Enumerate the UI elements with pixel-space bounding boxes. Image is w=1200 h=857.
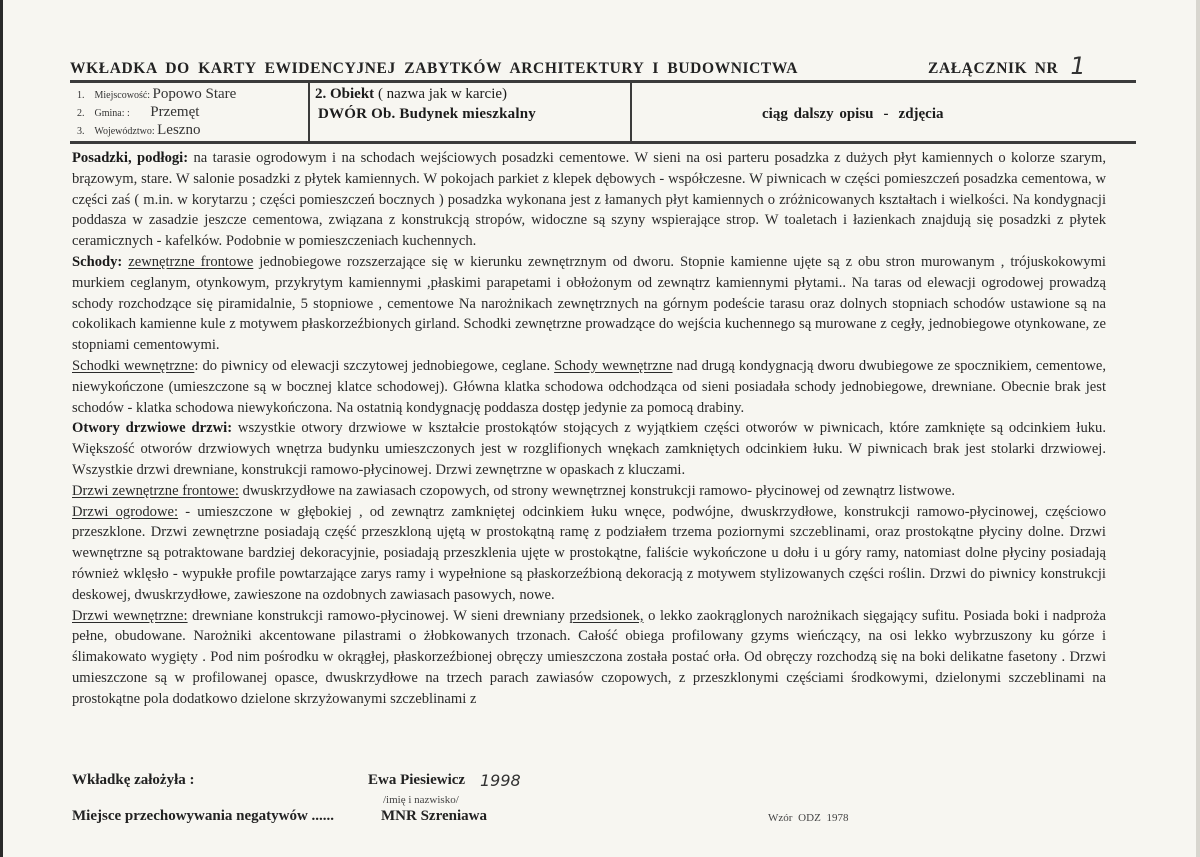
section-text: jednobiegowe rozszerzające się w kierunku zewnętrznym od dworu. Stopnie kamienne ujęte są z obu stron murowanym , trójuskokowymi murkiem ceglanym, otynkowym, przykrytym kamiennymi ,płaskimi parapetami i obłożonym od zewnątrz kamiennymi płytami.. Na taras od elewacji ogrodowej prowadzą schody rozchodzące się piramidalnie, 5 stopniowe , cementowe Na narożnikach zewnętrznych na górnym podeście tarasu oraz dolnych stopniach schodów ustawione są na cokolikach kamienne kule z motywem płaskorzeźbionych girland. Schodki zewnętrzne prowadzące do wejścia kuchennego są murowane z cegły, jednobiegowe otynkowane, ze stopniami cementowymi. xyxy=(72,253,1106,354)
section-doors xyxy=(72,418,1106,480)
header-rule-top xyxy=(70,80,1136,83)
section-inner-stairs xyxy=(72,356,1106,418)
field-number: 3. xyxy=(77,126,85,137)
locality-label: Miejscowość: xyxy=(94,90,151,101)
section-inner-doors xyxy=(72,606,1106,710)
commune-value: Przemęt xyxy=(150,104,200,120)
location-voivodeship xyxy=(77,122,200,139)
section-text: - umieszczone w głębokiej , od zewnątrz zamkniętej odcinkiem łuku wnęce, podwójne, dwuskrzydłowe, konstrukcji ramowo-płycinowej, częściowo przeszklone. Drzwi zewnętrzne posiadają część przeszkloną ujętą w prostokątną ramę z podziałem trzema poziornymi szczeblinami, oraz prostokątne płyciny dolne. Drzwi wewnętrzne są potraktowane bardziej dekoracyjnie, posiadają przeszklenia ujęte w prostokątne, faliście wykończone u dołu i u góry ramy, natomiast dolne płyciny posiadają również wklęsło - wypukłe profile powtarzające zarys ramy i wypełnione są płaskorzeźbioną dekoracją z motywem stylizowanych części roślin. Drzwi do piwnicy konstrukcji deskowej, dwuskrzydłowe, zawieszone na ozdobnych zawiasach pasowych, nowe. xyxy=(72,503,1106,603)
section-text: o lekko zaokrąglonych narożnikach sięgający sufitu. Posiada boki i nadproża pełne, obudowane. Narożniki akcentowane pilastrami o żłobkowanych trzonach. Całość obiega profilowany gzyms wieńczący, na osi lekko wybrzuszony ku górze i ślimakowato wygięty . Pod nim pośrodku w okrągłej, płaskorzeźbionej obręczy umieszczona została postać orła. Od obręczy rozchodzą się na boki delikatne fasetony . Drzwi umieszczone są w profilowanej opasce, dwuskrzydłowe na trzech parach zawiasów czopowych, z przeszklonymi częściami środkowymi, dzielonymi szczeblinami na prostokątne pola dodatkowo dzielone skrzyżowanymi szczeblinami z xyxy=(72,607,1107,707)
commune-label: Gmina: : xyxy=(94,108,130,119)
scan-edge-left xyxy=(0,0,3,857)
continuation-description: ciąg dalszy opisu xyxy=(762,106,874,122)
header-divider-1 xyxy=(308,82,310,142)
subsection-heading: Drzwi ogrodowe: xyxy=(72,503,179,520)
section-text: : do piwnicy od elewacji szczytowej jednobiegowe, ceglane. xyxy=(194,357,555,374)
negatives-storage-value: MNR Szreniawa xyxy=(381,808,487,824)
object-label-note: ( nazwa jak w karcie) xyxy=(374,86,508,102)
subsection-heading: Schodki wewnętrzne xyxy=(72,357,195,374)
object-label-bold: 2. Obiekt xyxy=(315,86,375,102)
form-title-row xyxy=(70,52,1136,82)
header-rule-bottom xyxy=(70,141,1136,144)
negatives-storage-label: Miejsce przechowywania negatywów ...... xyxy=(72,808,335,824)
continuation-separator: - xyxy=(883,106,889,122)
founding-year: 1998 xyxy=(480,771,521,790)
annex-number: 1 xyxy=(1067,52,1088,80)
name-caption: /imię i nazwisko/ xyxy=(383,794,459,806)
form-template-id: Wzór ODZ 1978 xyxy=(768,812,849,824)
scan-edge-right xyxy=(1196,0,1200,857)
subsection-heading: Drzwi wewnętrzne: xyxy=(72,607,188,624)
voivodeship-value: Leszno xyxy=(157,122,201,138)
section-text: dwuskrzydłowe na zawiasach czopowych, od strony wewnętrznej konstrukcji ramowo- płycinowej od zewnątrz listwowe. xyxy=(238,482,956,499)
continuation-photos: zdjęcia xyxy=(898,106,944,122)
object-name: DWÓR Ob. Budynek mieszkalny xyxy=(318,106,536,122)
subsection-heading: Schody wewnętrzne xyxy=(554,357,673,374)
location-commune xyxy=(77,104,199,121)
section-text: nad drugą kondygnacją dworu dwubiegowe ze spocznikiem, cementowe, niewykończone (umieszczone są w bocznej klatce schodowej). Główna klatka schodowa odchodząca od sieni posiadała schody jednobiegowe, drewniane. Obecnie brak jest schodów - klatka schodowa niewykończona. Na ostatnią kondygnację poddasza dostęp jedynie za pomocą drabiny. xyxy=(72,357,1106,416)
section-heading: Schody: xyxy=(72,253,123,270)
subsection-heading: Drzwi zewnętrzne frontowe: xyxy=(72,482,239,499)
field-number: 2. xyxy=(77,108,85,119)
section-floors xyxy=(72,148,1106,252)
description-body xyxy=(72,148,1106,710)
voivodeship-label: Województwo: xyxy=(94,126,155,137)
section-front-doors xyxy=(72,481,1106,502)
founder-name: Ewa Piesiewicz xyxy=(368,772,466,788)
section-garden-doors xyxy=(72,502,1106,606)
annex-label: ZAŁĄCZNIK NR xyxy=(928,60,1059,77)
header-divider-2 xyxy=(630,82,632,142)
section-text: drewniane konstrukcji ramowo-płycinowej. W sieni drewniany xyxy=(187,607,570,624)
subsection-heading: zewnętrzne frontowe xyxy=(128,253,254,270)
founder-label: Wkładkę założyła : xyxy=(72,772,195,788)
section-text: na tarasie ogrodowym i na schodach wejściowych posadzki cementowe. W sieni na osi parteru posadzka z dużych płyt kamiennych o kolorze szarym, brązowym, stare. W salonie posadzki z płytek kamiennych. W pokojach parkiet z klepek dębowych - współczesne. W piwnicach w części pomieszczeń posadzka cementowa, w części zaś ( m.in. w korytarzu ; części pomieszczeń bocznych ) posadzka wykonana jest z łamanych płyt kamiennych o zróżnicowanych kształtach i wielkości. Na kondygnacji poddasza w zasadzie jeszcze cementowa, związana z konstrukcją stropów, widoczne są szyny wspierające strop. W toaletach i łazienkach znajdują się posadzki z płytek ceramicznych - kafelków. Podobnie w pomieszczeniach kuchennych. xyxy=(72,150,1106,250)
section-heading: Posadzki, podłogi: xyxy=(72,150,189,166)
object-label xyxy=(315,86,507,103)
field-number: 1. xyxy=(77,90,85,101)
section-heading: Otwory drzwiowe drzwi: xyxy=(72,420,233,437)
form-title: WKŁADKA DO KARTY EWIDENCYJNEJ ZABYTKÓW ARCHITEKTURY I BUDOWNICTWA xyxy=(70,60,799,77)
continuation-label xyxy=(762,106,944,123)
subsection-term: przedsionek, xyxy=(569,607,644,624)
section-text: wszystkie otwory drzwiowe w kształcie prostokątów stojących z wyjątkiem części otworów w piwnicach, które zamknięte są odcinkiem łuku. Większość otworów drzwiowych wnętrza budynku umieszczonych jest w rozglifionych wnękach zamkniętych odcinkiem łuku. W piwnicach brak jest stolarki drzwiowej. Wszystkie drzwi drewniane, konstrukcji ramowo-płycinowej. Drzwi zewnętrzne w opaskach z kluczami. xyxy=(72,420,1106,478)
locality-value: Popowo Stare xyxy=(152,86,237,102)
section-stairs xyxy=(72,252,1106,356)
location-locality xyxy=(77,86,236,103)
